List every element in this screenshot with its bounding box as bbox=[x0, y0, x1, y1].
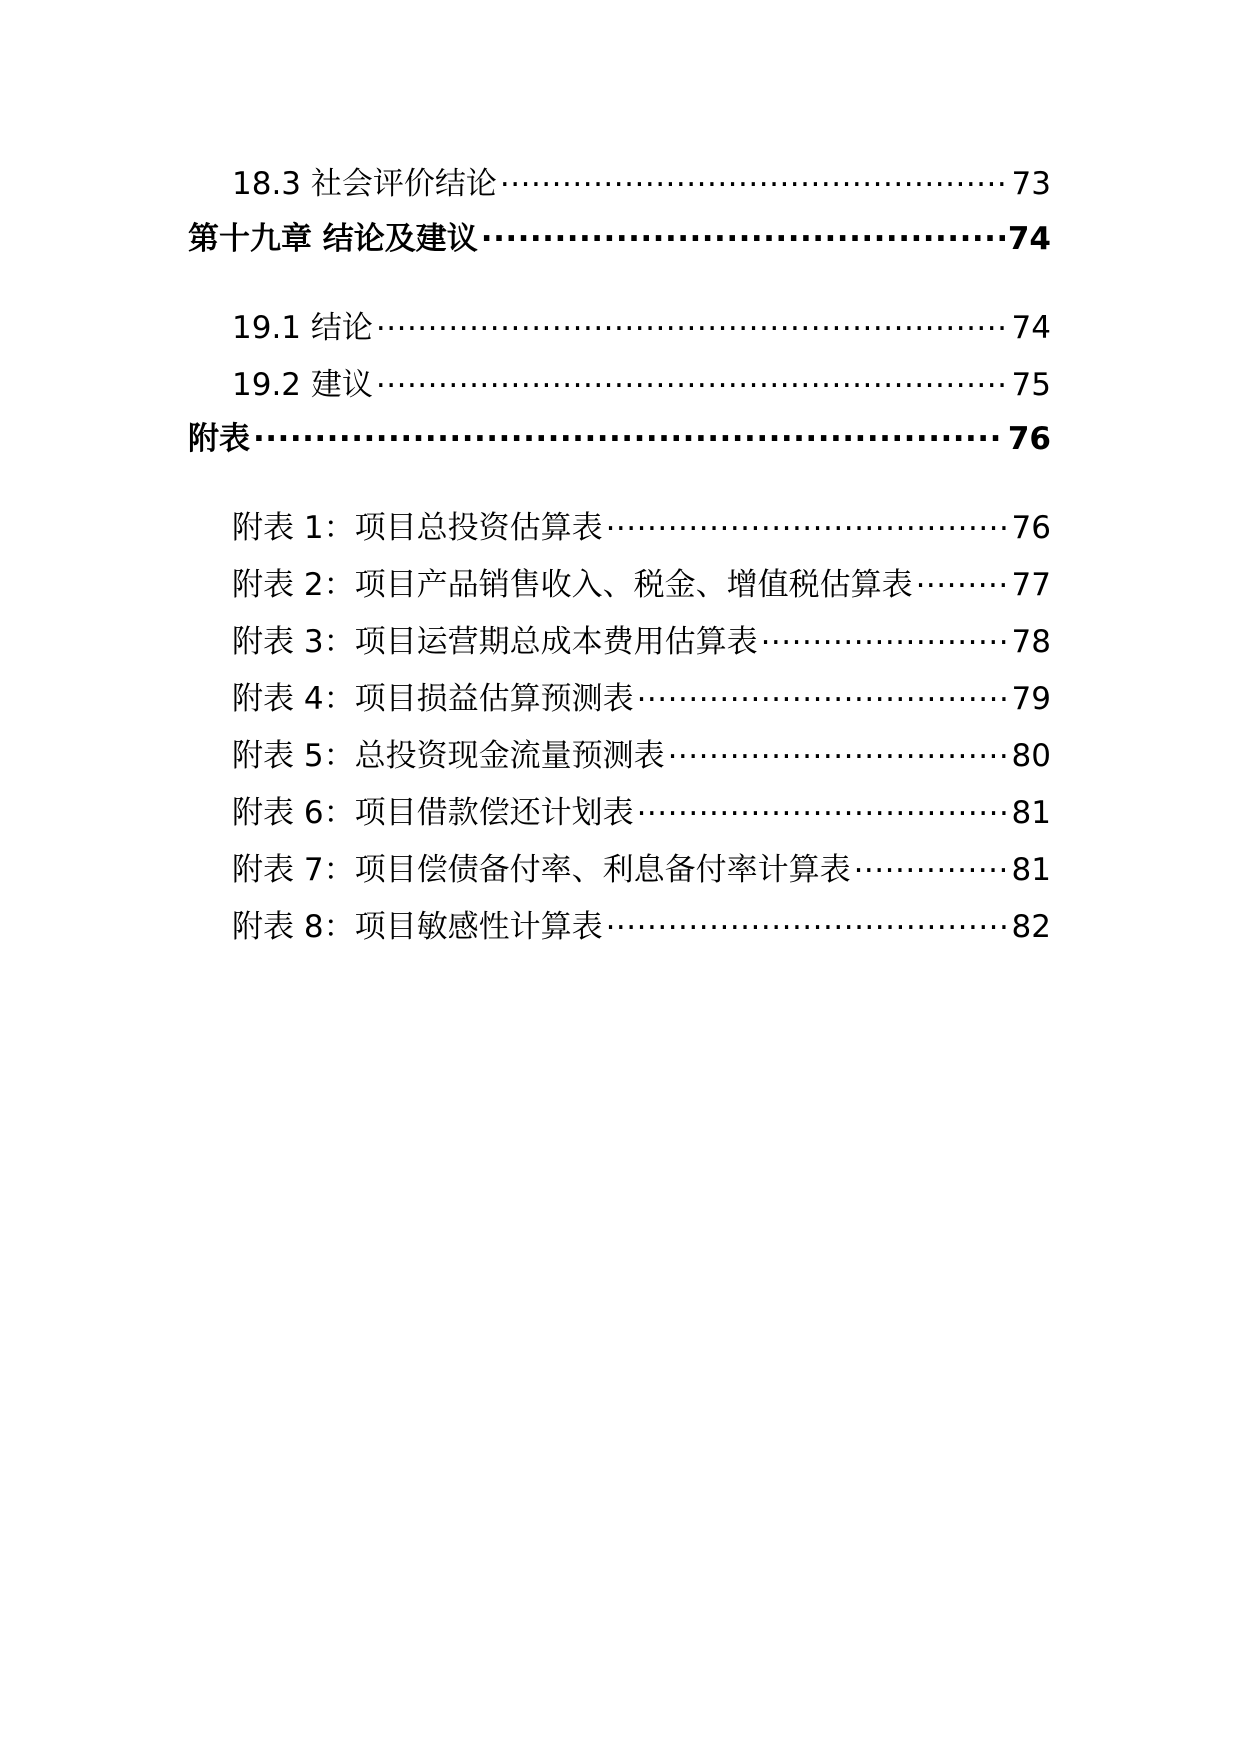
toc-entry-19-2[interactable] bbox=[232, 359, 1051, 404]
toc-dot-leader bbox=[253, 418, 1005, 449]
toc-entry-chapter-19[interactable] bbox=[188, 213, 1051, 258]
toc-dot-leader bbox=[606, 906, 1009, 937]
toc-entry-appendix[interactable] bbox=[188, 413, 1051, 458]
toc-page-number: 79 bbox=[1011, 681, 1051, 717]
toc-page-number: 75 bbox=[1011, 367, 1051, 403]
toc-entry-title: 附表 2：项目产品销售收入、税金、增值税估算表 bbox=[232, 567, 913, 603]
toc-dot-leader bbox=[916, 564, 1009, 595]
toc-entry-title: 19.1 结论 bbox=[232, 310, 373, 346]
toc-entry-title: 附表 5：总投资现金流量预测表 bbox=[232, 738, 665, 774]
toc-entry-appendix-8[interactable] bbox=[232, 901, 1051, 946]
toc-page-number: 74 bbox=[1011, 310, 1051, 346]
toc-entry-appendix-7[interactable] bbox=[232, 844, 1051, 889]
toc-entry-appendix-6[interactable] bbox=[232, 787, 1051, 832]
toc-page-number: 74 bbox=[1007, 221, 1051, 257]
toc-dot-leader bbox=[606, 507, 1009, 538]
toc-dot-leader bbox=[481, 218, 1005, 249]
toc-entry-appendix-1[interactable] bbox=[232, 502, 1051, 547]
toc-dot-leader bbox=[500, 163, 1009, 194]
toc-entry-19-1[interactable] bbox=[232, 302, 1051, 347]
toc-entry-appendix-5[interactable] bbox=[232, 730, 1051, 775]
toc-dot-leader bbox=[376, 307, 1009, 338]
toc-entry-18-3[interactable] bbox=[232, 158, 1051, 203]
toc-dot-leader bbox=[637, 792, 1009, 823]
toc-page-number: 78 bbox=[1011, 624, 1051, 660]
toc-entry-title: 附表 7：项目偿债备付率、利息备付率计算表 bbox=[232, 852, 851, 888]
toc-entry-title: 附表 bbox=[188, 421, 250, 457]
toc-dot-leader bbox=[668, 735, 1009, 766]
toc-page-number: 80 bbox=[1011, 738, 1051, 774]
toc-entry-appendix-3[interactable] bbox=[232, 616, 1051, 661]
toc-dot-leader bbox=[637, 678, 1009, 709]
toc-entry-title: 附表 3：项目运营期总成本费用估算表 bbox=[232, 624, 758, 660]
toc-entry-title: 19.2 建议 bbox=[232, 367, 373, 403]
toc-page-number: 76 bbox=[1007, 421, 1051, 457]
toc-page-number: 81 bbox=[1011, 852, 1051, 888]
toc-dot-leader bbox=[761, 621, 1009, 652]
toc-entry-title: 附表 8：项目敏感性计算表 bbox=[232, 909, 603, 945]
toc-dot-leader bbox=[854, 849, 1009, 880]
toc-entry-title: 附表 4：项目损益估算预测表 bbox=[232, 681, 634, 717]
toc-entry-title: 附表 1：项目总投资估算表 bbox=[232, 510, 603, 546]
toc-entry-appendix-4[interactable] bbox=[232, 673, 1051, 718]
toc-page-number: 73 bbox=[1011, 166, 1051, 202]
toc-entry-title: 附表 6：项目借款偿还计划表 bbox=[232, 795, 634, 831]
toc-page-number: 76 bbox=[1011, 510, 1051, 546]
toc-entry-title: 18.3 社会评价结论 bbox=[232, 166, 497, 202]
toc-dot-leader bbox=[376, 364, 1009, 395]
toc-page-number: 82 bbox=[1011, 909, 1051, 945]
toc-page-number: 81 bbox=[1011, 795, 1051, 831]
toc-page-number: 77 bbox=[1011, 567, 1051, 603]
toc-entry-appendix-2[interactable] bbox=[232, 559, 1051, 604]
toc-entry-title: 第十九章 结论及建议 bbox=[188, 221, 478, 257]
